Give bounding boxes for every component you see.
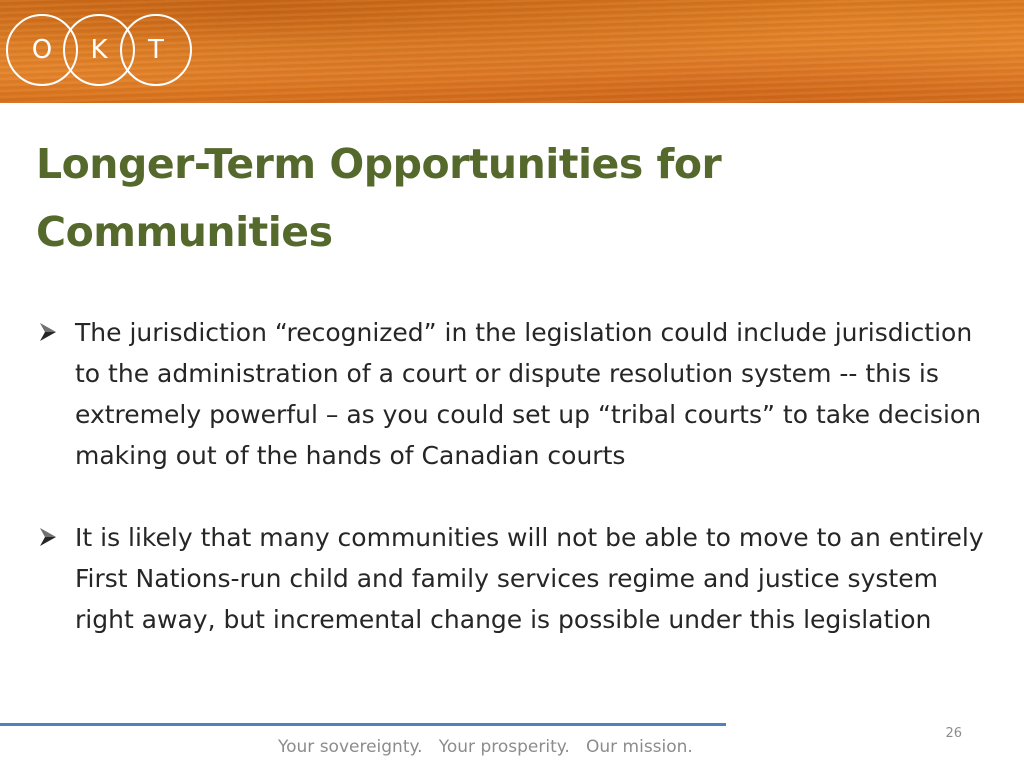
slide-title-line-2: Communities xyxy=(36,208,333,256)
slide-title xyxy=(36,130,936,266)
slide-title-line-1: Longer-Term Opportunities for xyxy=(36,140,722,188)
bullet-text: It is likely that many communities will not be able to move to an entirely First Nations-run child and family services regime and justice system right away, but incremental change is possible under this legislation xyxy=(75,523,984,634)
logo-circle-t: T xyxy=(120,14,192,86)
logo-circle-o: O xyxy=(6,14,78,86)
footer-divider xyxy=(0,723,726,726)
logo-circle-k: K xyxy=(63,14,135,86)
okt-logo xyxy=(6,14,196,90)
arrowhead-bullet-icon xyxy=(38,322,58,342)
bullet-text: The jurisdiction “recognized” in the legislation could include jurisdiction to the administration of a court or dispute resolution system -- this is extremely powerful – as you could set up “tribal courts” to take decision making out of the hands of Canadian courts xyxy=(75,318,982,470)
bullet-list xyxy=(36,312,996,640)
footer-tagline: Your sovereignty. Your prosperity. Our mission. xyxy=(278,737,693,757)
bullet-item xyxy=(36,517,996,640)
arrowhead-bullet-icon xyxy=(38,527,58,547)
header-banner xyxy=(0,0,1024,103)
bullet-item xyxy=(36,312,996,476)
page-number: 26 xyxy=(945,726,962,741)
